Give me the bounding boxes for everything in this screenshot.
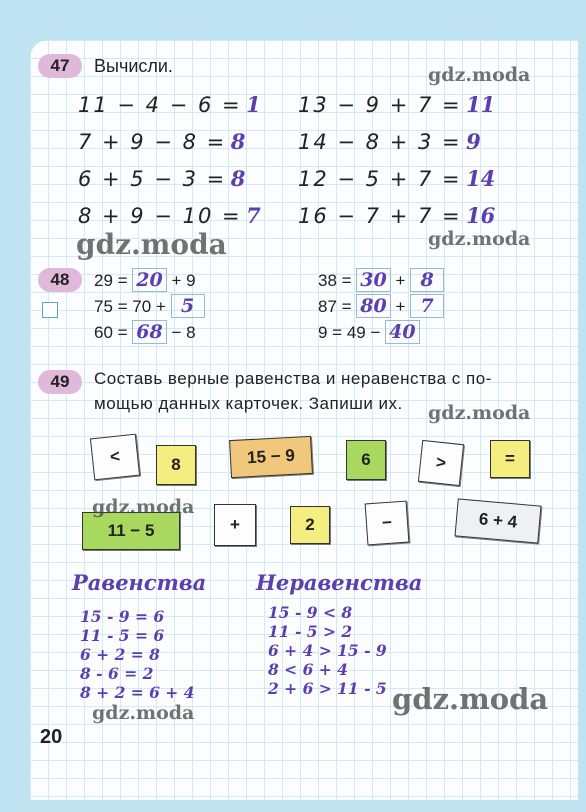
answer: 16 [466,203,496,228]
answer: 20 [136,269,163,291]
eq-text: 87 = [318,297,352,316]
task-49-number: 49 [50,372,70,391]
inequality-item: 15 - 9 < 8 [268,603,353,622]
inequalities-heading: Неравенства [256,570,423,595]
watermark: gdz.moda [392,682,549,716]
equality-item: 8 - 6 = 2 [80,664,154,683]
task-47-right-column [298,92,495,240]
answer-box [356,268,390,292]
eq-row [78,92,261,129]
equality-item: 8 + 2 = 6 + 4 [80,683,195,702]
watermark: gdz.moda [76,228,227,261]
answer: 68 [136,321,163,343]
card-six[interactable]: 6 [346,440,386,480]
page-number: 20 [40,726,63,748]
instruction-line: Составь верные равенства и неравенства с по- [94,369,492,388]
task-48-checkbox[interactable] [42,302,58,318]
equalities-heading: Равенства [72,570,207,595]
equality-item: 6 + 2 = 8 [80,645,160,664]
answer: 1 [246,92,261,117]
card-six-plus-four[interactable]: 6 + 4 [455,498,542,543]
task-47-left-column [78,92,261,240]
answer: 8 [230,129,246,154]
task-47-title: Вычисли. [94,56,173,76]
eq-item [318,268,444,292]
eq-row [298,129,495,166]
answer: 8 [230,166,246,191]
inequality-item: 8 < 6 + 4 [268,660,348,679]
answer: 7 [246,203,261,228]
card-greater-than[interactable]: > [418,440,464,486]
expression: 6 + 5 − 3 = [78,167,227,191]
card-eight[interactable]: 8 [156,445,196,485]
eq-text: 38 = [318,271,352,290]
equality-item: 11 - 5 = 6 [80,626,165,645]
equality-item: 15 - 9 = 6 [80,607,165,626]
answer-box [356,294,390,318]
eq-item [94,294,205,318]
equalities-list [80,607,194,702]
eq-item [318,320,420,344]
expression: 14 − 8 + 3 = [298,130,462,154]
expression: 12 − 5 + 7 = [298,167,462,191]
eq-item [94,268,196,292]
eq-text: + [395,271,406,290]
eq-row [298,92,495,129]
task-48-badge [38,268,82,292]
answer: 7 [420,295,434,317]
watermark: gdz.moda [428,402,531,424]
expression: 11 − 4 − 6 = [78,93,242,117]
answer: 14 [466,166,496,191]
eq-text: − 8 [171,323,196,342]
answer: 40 [389,321,416,343]
card-equals[interactable]: = [490,440,530,478]
task-47-badge [38,54,82,78]
eq-text: 75 = 70 + [94,297,166,316]
eq-text: + [395,297,406,316]
inequality-item: 2 + 6 > 11 - 5 [268,679,387,698]
eq-row [298,166,495,203]
answer-box [410,268,444,292]
answer: 30 [360,269,387,291]
eq-item [318,294,444,318]
watermark: gdz.moda [92,702,195,724]
expression: 8 + 9 − 10 = [78,204,242,228]
expression: 16 − 7 + 7 = [298,204,462,228]
eq-text: 60 = [94,323,128,342]
answer: 5 [180,295,195,317]
watermark: gdz.moda [428,64,531,86]
eq-text: 9 = 49 − [318,323,381,342]
eq-row [78,129,261,166]
eq-text: + 9 [171,271,196,290]
eq-text: 29 = [94,271,128,290]
answer-box [132,320,166,344]
eq-row [78,166,261,203]
inequality-item: 6 + 4 > 15 - 9 [268,641,387,660]
answer: 80 [360,295,387,317]
card-plus[interactable]: + [214,504,256,546]
answer-box [410,294,444,318]
expression: 7 + 9 − 8 = [78,130,227,154]
answer-box [385,320,419,344]
card-two[interactable]: 2 [290,506,330,544]
task-47-number: 47 [50,56,70,75]
answer-box [171,294,205,318]
expression: 13 − 9 + 7 = [298,93,462,117]
answer-box [132,268,166,292]
inequality-item: 11 - 5 > 2 [268,622,353,641]
card-minus[interactable]: − [365,501,410,546]
watermark: gdz.moda [92,496,195,518]
answer: 9 [466,129,481,154]
task-48-number: 48 [50,270,70,289]
card-fifteen-minus-nine[interactable]: 15 − 9 [229,436,313,478]
card-eleven-minus-five[interactable]: 11 − 5 [82,512,180,550]
task-49-badge [38,370,82,394]
card-less-than[interactable]: < [90,434,140,481]
inequalities-list [268,603,387,698]
answer: 11 [466,92,496,117]
instruction-line: мощью данных карточек. Запиши их. [94,394,403,413]
eq-item [94,320,196,344]
watermark: gdz.moda [428,228,531,250]
answer: 8 [420,269,434,291]
